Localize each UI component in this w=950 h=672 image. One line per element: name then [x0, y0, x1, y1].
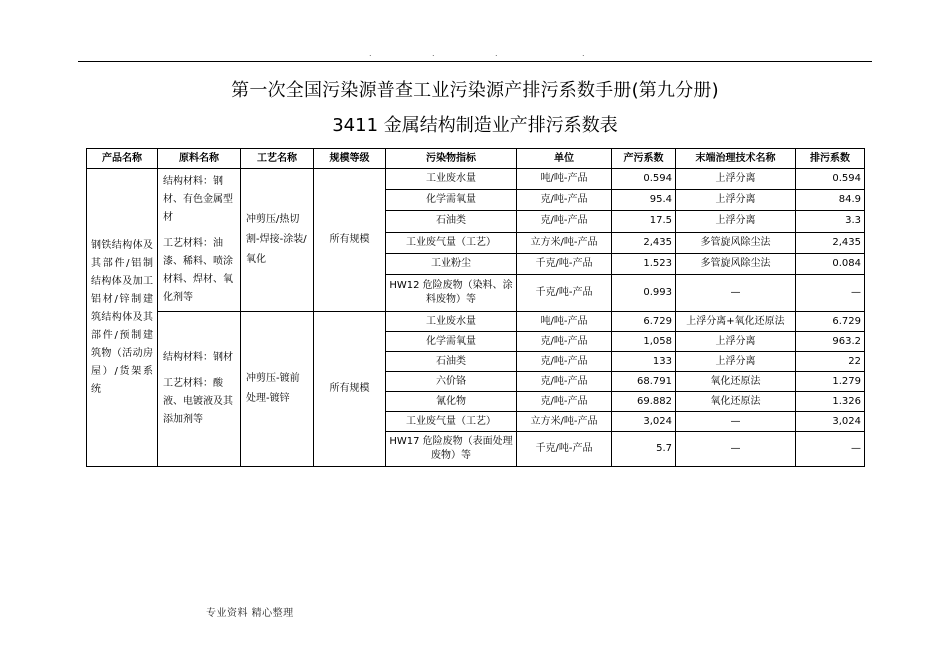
pollutant-cell: 工业粉尘: [386, 253, 517, 274]
unit-cell: 立方米/吨-产品: [517, 412, 612, 432]
header-dots: [0, 50, 950, 60]
emission-coefficient-cell: —: [796, 274, 865, 311]
column-header: 工艺名称: [241, 149, 314, 169]
unit-cell: 千克/吨-产品: [517, 274, 612, 311]
treatment-tech-cell: 多管旋风除尘法: [676, 253, 796, 274]
emission-coefficient-table: [86, 148, 865, 467]
treatment-tech-cell: 上浮分离: [676, 169, 796, 190]
pollutant-cell: 工业废水量: [386, 312, 517, 332]
emission-coefficient-cell: 1.326: [796, 392, 865, 412]
raw-material-cell: [158, 169, 241, 312]
pollutant-cell: 工业废水量: [386, 169, 517, 190]
produce-coefficient-cell: 0.993: [612, 274, 676, 311]
unit-cell: 克/吨-产品: [517, 392, 612, 412]
document-title: 第一次全国污染源普查工业污染源产排污系数手册(第九分册): [231, 80, 719, 101]
treatment-tech-cell: 上浮分离: [676, 332, 796, 352]
emission-coefficient-cell: 963.2: [796, 332, 865, 352]
produce-coefficient-cell: 1.523: [612, 253, 676, 274]
emission-coefficient-cell: 0.084: [796, 253, 865, 274]
pollutant-cell: 化学需氧量: [386, 190, 517, 211]
pollutant-cell: 石油类: [386, 211, 517, 232]
produce-coefficient-cell: 95.4: [612, 190, 676, 211]
pollutant-cell: HW17 危险废物（表面处理废物）等: [386, 432, 517, 467]
produce-coefficient-cell: 3,024: [612, 412, 676, 432]
emission-coefficient-cell: 6.729: [796, 312, 865, 332]
column-header: 单位: [517, 149, 612, 169]
produce-coefficient-cell: 17.5: [612, 211, 676, 232]
scale-cell: 所有规模: [314, 169, 386, 312]
structural-material-text: 结构材料：钢材、有色金属型材: [163, 176, 233, 223]
produce-coefficient-cell: 6.729: [612, 312, 676, 332]
scale-cell: 所有规模: [314, 312, 386, 467]
treatment-tech-cell: 氧化还原法: [676, 372, 796, 392]
treatment-tech-cell: 多管旋风除尘法: [676, 232, 796, 253]
table-row: [87, 312, 865, 332]
header-dot: .: [369, 49, 372, 58]
pollutant-cell: 氰化物: [386, 392, 517, 412]
unit-cell: 吨/吨-产品: [517, 169, 612, 190]
process-name-cell: 冲剪压-镀前处理-镀锌: [241, 312, 314, 467]
unit-cell: 千克/吨-产品: [517, 432, 612, 467]
unit-cell: 克/吨-产品: [517, 372, 612, 392]
emission-coefficient-cell: 22: [796, 352, 865, 372]
table-row: [87, 169, 865, 190]
table-header-row: [87, 149, 865, 169]
pollutant-cell: 工业废气量（工艺）: [386, 412, 517, 432]
emission-coefficient-cell: 2,435: [796, 232, 865, 253]
column-header: 产污系数: [612, 149, 676, 169]
header-dot: .: [582, 49, 585, 58]
treatment-tech-cell: 氧化还原法: [676, 392, 796, 412]
produce-coefficient-cell: 68.791: [612, 372, 676, 392]
column-header: 排污系数: [796, 149, 865, 169]
table-title: 3411 金属结构制造业产排污系数表: [332, 115, 618, 136]
process-material-text: 工艺材料：酸液、电镀液及其添加剂等: [163, 378, 233, 425]
unit-cell: 克/吨-产品: [517, 332, 612, 352]
column-header: 末端治理技术名称: [676, 149, 796, 169]
process-material-text: 工艺材料：油漆、稀料、喷涂材料、焊材、氧化剂等: [163, 238, 233, 303]
treatment-tech-cell: 上浮分离: [676, 190, 796, 211]
produce-coefficient-cell: 1,058: [612, 332, 676, 352]
produce-coefficient-cell: 5.7: [612, 432, 676, 467]
column-header: 原料名称: [158, 149, 241, 169]
treatment-tech-cell: 上浮分离+氧化还原法: [676, 312, 796, 332]
produce-coefficient-cell: 133: [612, 352, 676, 372]
pollutant-cell: 六价铬: [386, 372, 517, 392]
unit-cell: 克/吨-产品: [517, 352, 612, 372]
pollutant-cell: HW12 危险废物（染料、涂料废物）等: [386, 274, 517, 311]
pollutant-cell: 石油类: [386, 352, 517, 372]
treatment-tech-cell: —: [676, 432, 796, 467]
header-dot: .: [495, 49, 498, 58]
emission-coefficient-cell: —: [796, 432, 865, 467]
produce-coefficient-cell: 2,435: [612, 232, 676, 253]
structural-material-text: 结构材料：钢材: [163, 352, 233, 363]
process-name-cell: 冲剪压/热切割-焊接-涂装/氧化: [241, 169, 314, 312]
pollutant-cell: 化学需氧量: [386, 332, 517, 352]
emission-coefficient-cell: 0.594: [796, 169, 865, 190]
raw-material-cell: [158, 312, 241, 467]
pollutant-cell: 工业废气量（工艺）: [386, 232, 517, 253]
column-header: 污染物指标: [386, 149, 517, 169]
emission-coefficient-cell: 3,024: [796, 412, 865, 432]
unit-cell: 千克/吨-产品: [517, 253, 612, 274]
treatment-tech-cell: 上浮分离: [676, 211, 796, 232]
column-header: 规模等级: [314, 149, 386, 169]
unit-cell: 克/吨-产品: [517, 211, 612, 232]
produce-coefficient-cell: 69.882: [612, 392, 676, 412]
treatment-tech-cell: —: [676, 274, 796, 311]
page-footer: 专业资料 精心整理: [206, 608, 294, 619]
emission-coefficient-cell: 1.279: [796, 372, 865, 392]
emission-coefficient-cell: 84.9: [796, 190, 865, 211]
treatment-tech-cell: —: [676, 412, 796, 432]
column-header: 产品名称: [87, 149, 158, 169]
unit-cell: 吨/吨-产品: [517, 312, 612, 332]
produce-coefficient-cell: 0.594: [612, 169, 676, 190]
header-dot: .: [432, 49, 435, 58]
product-name-cell: 钢铁结构体及其部件/铝制结构体及加工铝材/锌制建筑结构体及其部件/预制建筑物（活动房屋）/货架系统: [87, 169, 158, 467]
unit-cell: 立方米/吨-产品: [517, 232, 612, 253]
unit-cell: 克/吨-产品: [517, 190, 612, 211]
treatment-tech-cell: 上浮分离: [676, 352, 796, 372]
header-rule: [78, 61, 872, 62]
emission-coefficient-cell: 3.3: [796, 211, 865, 232]
